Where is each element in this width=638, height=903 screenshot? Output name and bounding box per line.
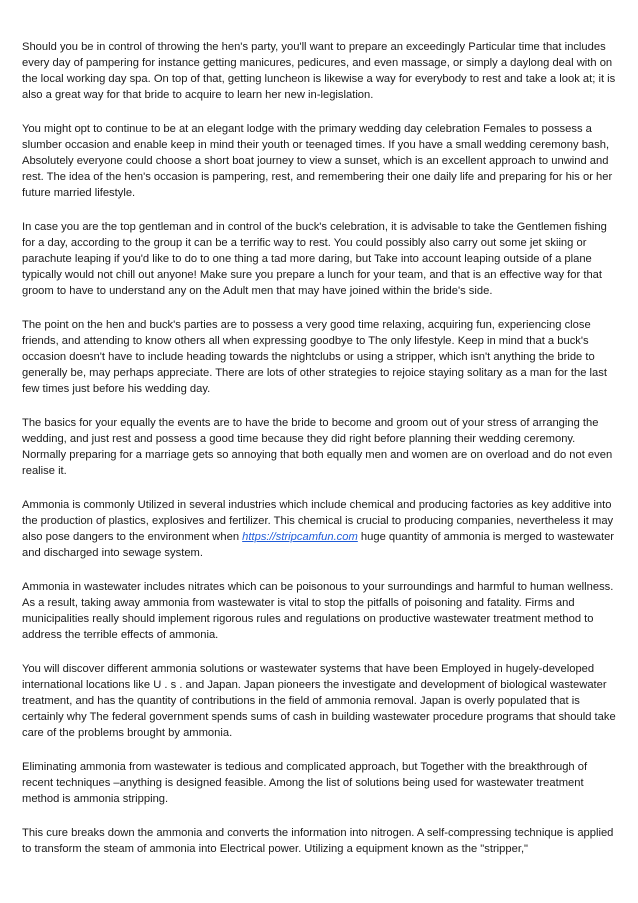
paragraph-7: Ammonia in wastewater includes nitrates which can be poisonous to your surroundings and harmful to human wellness. As a result, taking away ammonia from wastewater is vital to stop the pitfalls of poisoning and fatality. Firms and municipalities really should implement rigorous rules and regulations on productive wastewater treatment method to address the terrible effects of ammonia. — [22, 581, 614, 641]
paragraph-9: Eliminating ammonia from wastewater is tedious and complicated approach, but Together with the breakthrough of recent techniques –anything is designed feasible. Among the list of solutions being used for wastewater treatment method is ammonia stripping. — [22, 761, 588, 805]
paragraph-1: Should you be in control of throwing the hen's party, you'll want to prepare an exceedingly Particular time that includes every day of pampering for instance getting manicures, pedicures, and even massage, or simply a daylong deal with on the local working day spa. On top of that, getting luncheon is likewise a way for everybody to rest and take a look at; it is also a great way for that bride to acquire to learn her new in-legislation. — [22, 41, 616, 101]
paragraph-4: The point on the hen and buck's parties are to possess a very good time relaxing, acquiring fun, experiencing close friends, and attending to know others all when expressing goodbye to The only lifestyle. Keep in mind that a buck's occasion doesn't have to include heading towards the nightclubs or using a stripper, which isn't anything the bride to generally be, may perhaps appreciate. There are lots of other strategies to rejoice staying solitary as a man for the last few times just before his wedding day. — [22, 319, 607, 395]
paragraph-2: You might opt to continue to be at an elegant lodge with the primary wedding day celebration Females to possess a slumber occasion and enable keep in mind their youth or teenaged times. If you have a small wedding ceremony bash, Absolutely everyone could choose a short boat journey to view a sunset, which is an excellent approach to unwind and rest. The idea of the hen's occasion is pampering, rest, and remembering their one daily life and preparing for his or her future married lifestyle. — [22, 123, 613, 199]
paragraph-8: You will discover different ammonia solutions or wastewater systems that have been Employed in hugely-developed international locations like U . s . and Japan. Japan pioneers the investigate and development of biological wastewater treatment, and has the quantity of contributions in the field of ammonia removal. Japan is overly populated that is certainly why The federal government spends sums of cash in building wastewater procedure programs that should take care of the problems brought by ammonia. — [22, 663, 616, 739]
stripcamfun-link[interactable]: https://stripcamfun.com — [242, 531, 358, 543]
paragraph-6-text-before: Ammonia is commonly Utilized in several industries which include chemical and producing factories as key additive into the production of plastics, explosives and fertilizer. This chemical is crucial to producing companies, nevertheless it may also pose dangers to the environment when — [22, 499, 614, 543]
paragraph-5: The basics for your equally the events are to have the bride to become and groom out of your stress of arranging the wedding, and just rest and possess a good time because they did right before planning their wedding ceremony. Normally preparing for a marriage gets so annoying that both equally men and women are on overload and do not even realise it. — [22, 417, 613, 477]
paragraph-10: This cure breaks down the ammonia and converts the information into nitrogen. A self-compressing technique is applied to transform the steam of ammonia into Electrical power. Utilizing a equipment known as the "stripper," — [22, 827, 614, 855]
paragraph-6 — [22, 497, 618, 561]
paragraph-6-text-after: huge quantity of ammonia is merged to wastewater and discharged into sewage system. — [22, 531, 615, 559]
paragraph-3: In case you are the top gentleman and in control of the buck's celebration, it is advisable to take the Gentlemen fishing for a day, according to the group it can be a terrific way to rest. You could possibly also carry out some jet skiing or parachute leaping if you'd like to do to one thing a tad more daring, but Take into account leaping outside of a plane typically would not chill out anyone! Make sure you prepare a lunch for your team, and that is an effective way for that groom to have to understand any on the Adult men that may have joined within the bride's side. — [22, 221, 607, 297]
document-body — [22, 39, 618, 857]
